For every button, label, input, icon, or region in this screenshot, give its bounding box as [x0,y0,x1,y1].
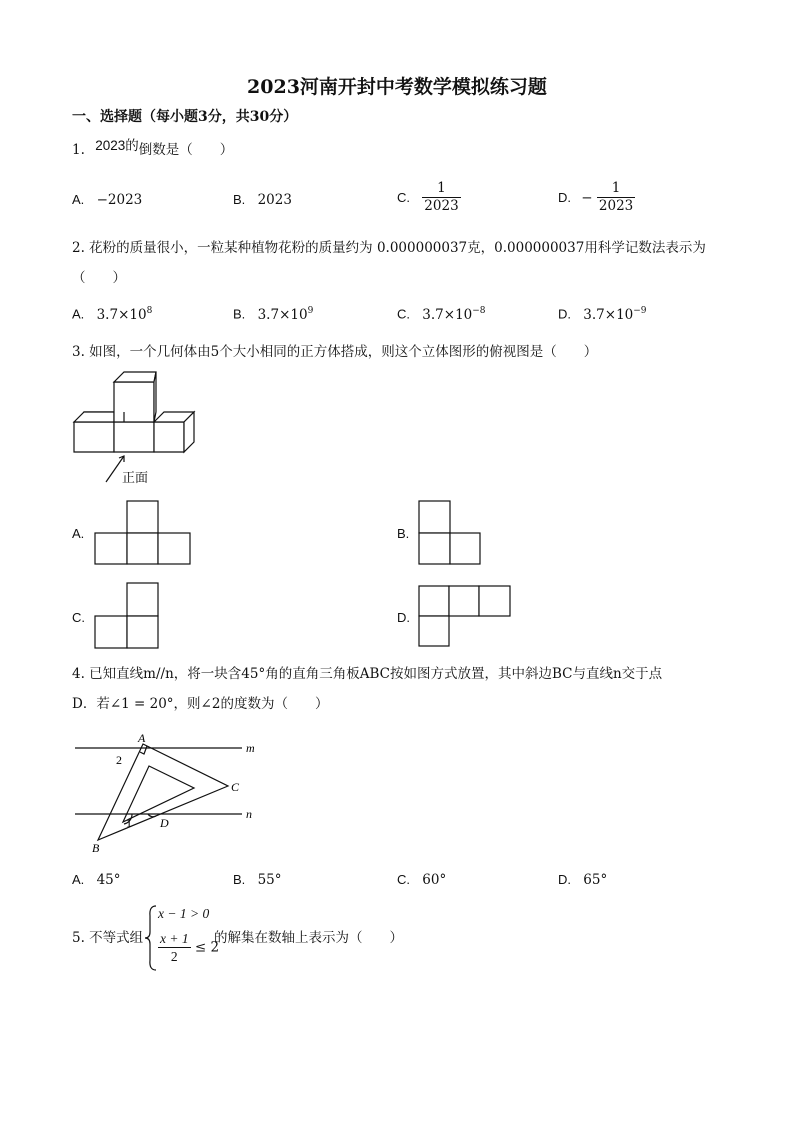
option-label: B. [233,192,246,207]
option-value: 2023 [257,192,292,208]
question-5-post: 的解集在数轴上表示为（ ） [214,930,403,946]
page-title: 2023河南开封中考数学模拟练习题 [247,76,547,98]
q4-option-d[interactable] [558,872,607,888]
fraction [158,930,191,965]
inequality-1: x − 1 > 0 [158,906,210,921]
triangle-parallel-lines-figure [70,728,270,858]
question-4-line2: D．若∠1 = 20°，则∠2的度数为（ ） [72,696,329,712]
option-label: A. [72,306,85,322]
question-number: 1. [72,142,85,158]
inequality-2-rest: ≤ 2 [194,939,220,956]
q3-option-d-view[interactable] [418,585,512,647]
inequality-2 [158,930,219,965]
fraction-numerator: x + 1 [160,931,189,946]
label-angle-1: 1 [126,816,132,830]
cube-solid-figure [70,368,200,490]
fraction-numerator: 1 [422,180,460,198]
q3-option-d-label[interactable]: D. [397,610,410,625]
fraction [597,180,635,215]
question-1 [72,140,233,160]
option-label: A. [72,192,85,207]
front-label: 正面 [122,470,149,485]
q3-option-a-view[interactable] [94,500,192,566]
q2-option-b[interactable] [233,306,313,323]
q1-option-d[interactable] [558,180,635,215]
option-label: C. [397,190,410,205]
option-label: D. [558,872,571,887]
q2-option-a[interactable] [72,306,152,323]
option-exponent: 9 [307,306,314,316]
section-heading: 一、选择题（每小题3分，共30分） [72,109,298,125]
label-b: B [92,841,100,855]
option-label: D. [558,306,571,322]
option-value: 60° [422,872,447,888]
q2-option-c[interactable] [397,306,486,323]
option-base: 3.7×10 [257,306,308,323]
q4-option-b[interactable] [233,872,282,888]
option-label: A. [72,872,85,887]
minus-sign: − [581,189,593,206]
option-base: 3.7×10 [583,306,634,323]
fraction-denominator: 2023 [424,198,459,214]
question-2-line1: 2. 花粉的质量很小，一粒某种植物花粉的质量约为 0.000000037克，0.000000037用科学记数法表示为 [72,240,706,256]
label-d: D [160,816,169,830]
question-3: 3. 如图，一个几何体由5个大小相同的正方体搭成，则这个立体图形的俯视图是（ ） [72,344,598,360]
option-base: 3.7×10 [96,306,147,323]
q3-option-a-label[interactable]: A. [72,526,85,541]
question-1-post: 倒数是（ ） [138,142,234,158]
option-exponent: −9 [633,306,647,316]
option-value: 45° [96,872,121,888]
q1-option-b[interactable] [233,192,292,208]
label-angle-2: 2 [116,753,122,767]
label-n: n [246,807,252,821]
q3-option-b-label[interactable]: B. [397,526,410,541]
fraction-denominator: 2 [170,949,178,964]
question-5-pre: 5. 不等式组 [72,930,144,946]
option-base: 3.7×10 [422,306,473,323]
option-label: D. [558,190,571,205]
option-label: B. [233,872,246,887]
option-label: B. [233,306,246,322]
label-c: C [231,780,240,794]
label-a: A [138,731,146,745]
q2-option-d[interactable] [558,306,647,323]
fraction-denominator: 2023 [598,198,634,214]
q3-option-c-label[interactable]: C. [72,610,85,625]
option-value: 55° [257,872,282,888]
q1-option-a[interactable] [72,192,142,208]
option-exponent: 8 [146,306,153,316]
q4-option-c[interactable] [397,872,446,888]
q1-option-c[interactable] [397,180,461,215]
question-1-pre: 2023的 [95,138,139,153]
option-value: 65° [583,872,608,888]
fraction-numerator: 1 [597,180,635,198]
fraction [422,180,460,215]
option-value: −2023 [96,192,143,208]
q3-option-b-view[interactable] [418,500,482,566]
question-2-line2: （ ） [72,270,126,286]
q4-option-a[interactable] [72,872,121,888]
option-exponent: −8 [472,306,486,316]
system-brace [144,904,158,972]
q3-option-c-view[interactable] [94,582,160,650]
option-label: C. [397,306,410,322]
label-m: m [246,741,255,755]
option-label: C. [397,872,410,887]
question-4-line1: 4. 已知直线m//n，将一块含45°角的直角三角板ABC按如图方式放置，其中斜边BC与直线n交于点 [72,666,663,682]
